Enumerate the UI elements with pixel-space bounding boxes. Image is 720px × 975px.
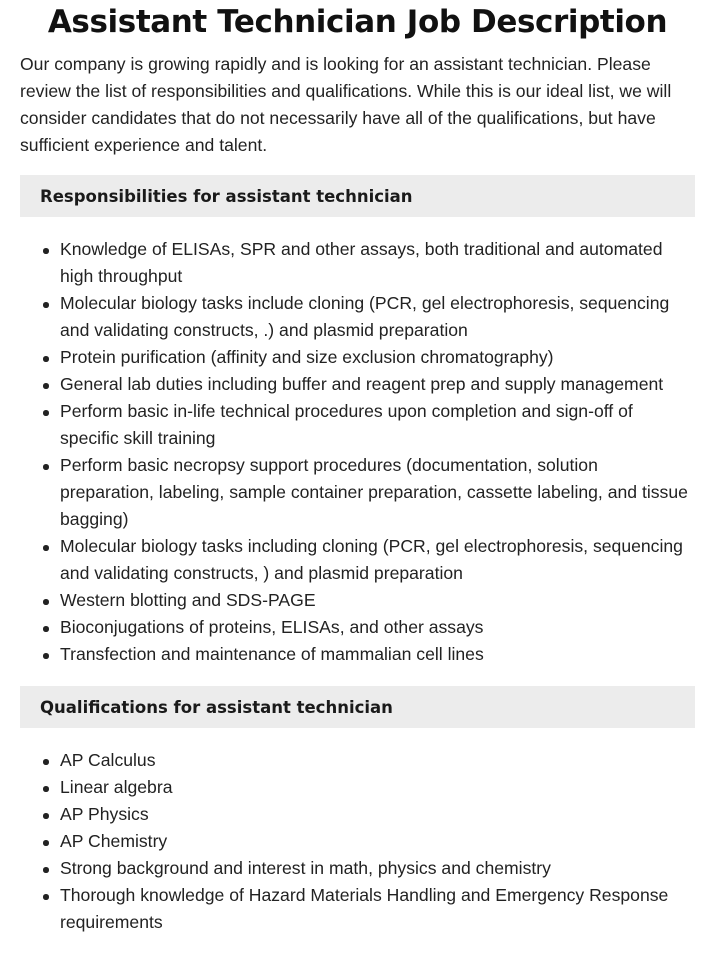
qualification-item: AP Physics [20, 801, 695, 828]
responsibility-item: Transfection and maintenance of mammalian cell lines [20, 641, 695, 668]
qualifications-list [20, 747, 695, 936]
qualification-item: AP Chemistry [20, 828, 695, 855]
page-title: Assistant Technician Job Description [47, 4, 668, 40]
responsibility-item: General lab duties including buffer and reagent prep and supply management [20, 371, 695, 398]
responsibility-item: Perform basic necropsy support procedures (documentation, solution preparation, labeling, sample container preparation, cassette labeling, and tissue bagging) [20, 452, 695, 533]
responsibility-item: Molecular biology tasks include cloning (PCR, gel electrophoresis, sequencing and validating constructs, .) and plasmid preparation [20, 290, 695, 344]
responsibility-item: Molecular biology tasks including cloning (PCR, gel electrophoresis, sequencing and validating constructs, ) and plasmid preparation [20, 533, 695, 587]
responsibility-item: Western blotting and SDS-PAGE [20, 587, 695, 614]
qualification-item: Thorough knowledge of Hazard Materials Handling and Emergency Response requirements [20, 882, 695, 936]
responsibilities-heading: Responsibilities for assistant technician [20, 175, 695, 217]
qualification-item: Linear algebra [20, 774, 695, 801]
intro-paragraph: Our company is growing rapidly and is looking for an assistant technician. Please review the list of responsibilities and qualifications. While this is our ideal list, we will consider candidates that do not necessarily have all of the qualifications, but have sufficient experience and talent. [20, 54, 672, 155]
responsibility-item: Bioconjugations of proteins, ELISAs, and other assays [20, 614, 695, 641]
qualification-item: AP Calculus [20, 747, 695, 774]
qualification-item: Strong background and interest in math, physics and chemistry [20, 855, 695, 882]
responsibilities-list [20, 236, 695, 668]
qualifications-heading: Qualifications for assistant technician [20, 686, 695, 728]
responsibility-item: Knowledge of ELISAs, SPR and other assays, both traditional and automated high throughput [20, 236, 695, 290]
responsibility-item: Perform basic in-life technical procedures upon completion and sign-off of specific skill training [20, 398, 695, 452]
responsibility-item: Protein purification (affinity and size exclusion chromatography) [20, 344, 695, 371]
